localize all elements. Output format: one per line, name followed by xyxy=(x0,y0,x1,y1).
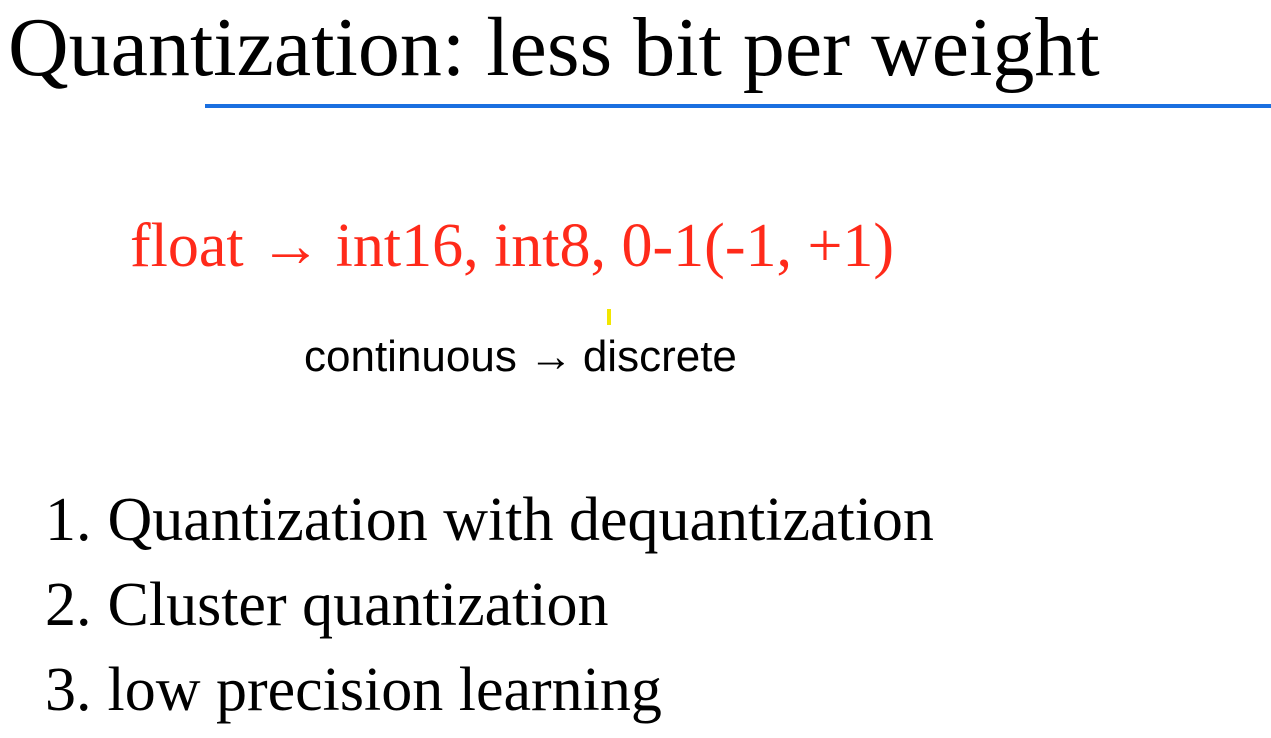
list-item-number: 2. xyxy=(45,571,92,639)
quantization-methods-list xyxy=(45,478,934,733)
list-item xyxy=(45,648,934,733)
conversion-line xyxy=(130,210,894,282)
list-item-number: 3. xyxy=(45,656,92,724)
list-item xyxy=(45,563,934,648)
subtitle-to: discrete xyxy=(582,332,737,381)
continuous-to-discrete-line xyxy=(304,330,737,384)
list-item xyxy=(45,478,934,563)
text-cursor-marker xyxy=(607,309,611,325)
conversion-source: float xyxy=(130,212,244,280)
title-underline xyxy=(205,104,1271,108)
conversion-targets: int16, int8, 0-1(-1, +1) xyxy=(335,212,895,280)
right-arrow-icon: → xyxy=(259,212,322,280)
list-item-text: Quantization with dequantization xyxy=(107,486,934,554)
list-item-text: low precision learning xyxy=(107,656,662,724)
subtitle-from: continuous xyxy=(304,332,517,381)
list-item-text: Cluster quantization xyxy=(107,571,609,639)
list-item-number: 1. xyxy=(45,486,92,554)
slide-title: Quantization: less bit per weight xyxy=(8,1,1100,94)
right-arrow-icon: → xyxy=(528,332,573,381)
